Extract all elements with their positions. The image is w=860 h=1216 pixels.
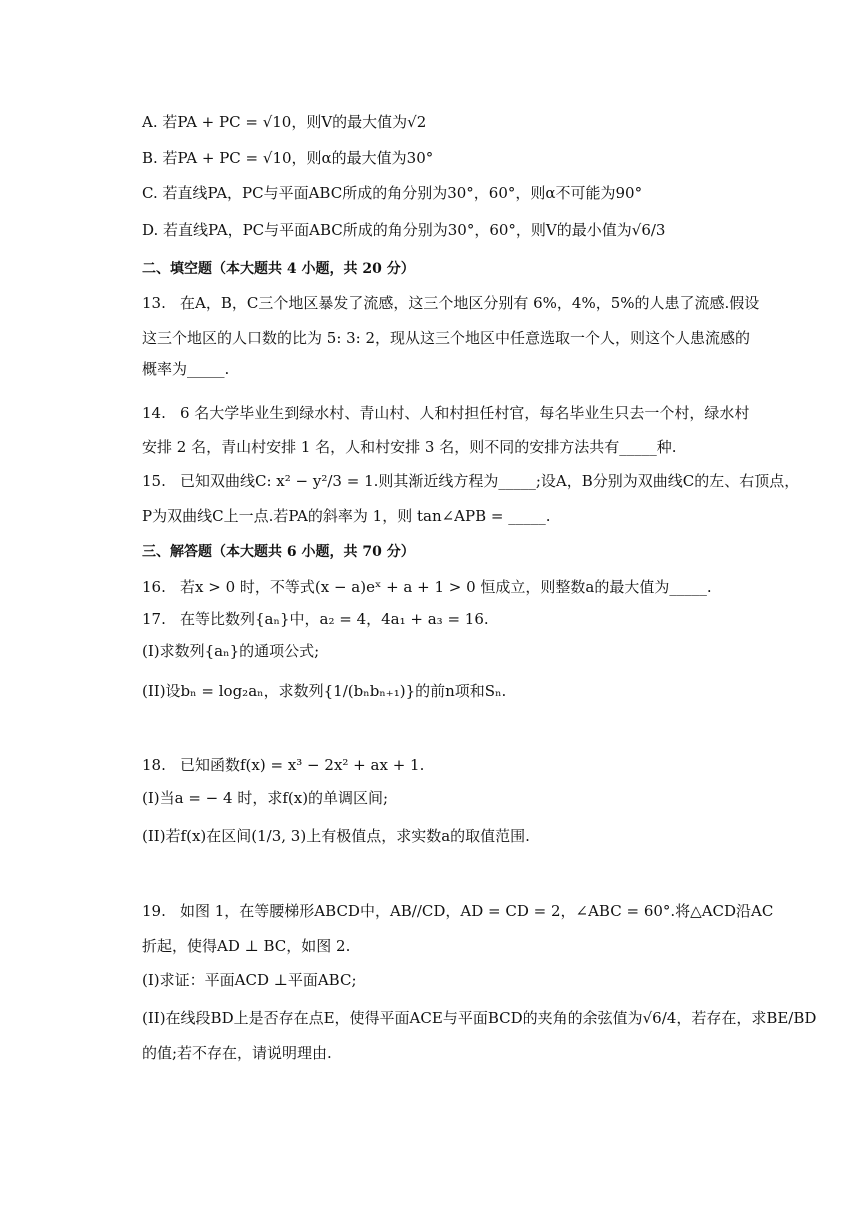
- question-text: 在A，B，C三个地区暴发了流感，这三个地区分别有 6%，4%，5%的人患了流感.假设: [180, 294, 760, 312]
- question-13-line-3: 概率为_____.: [142, 360, 230, 378]
- section-heading-solutions: 三、解答题（本大题共 6 小题，共 70 分）: [142, 544, 415, 560]
- question-17-part-2: (II)设bₙ = log₂aₙ，求数列{1/(bₙbₙ₊₁)}的前n项和Sₙ.: [142, 682, 507, 700]
- question-number: 18.: [142, 756, 166, 774]
- question-number: 15.: [142, 472, 166, 490]
- question-13-line-2: 这三个地区的人口数的比为 5: 3: 2，现从这三个地区中任意选取一个人，则这个人患流感的: [142, 329, 751, 347]
- question-19-line-1: [142, 900, 773, 922]
- question-15-line-1: [142, 470, 799, 492]
- question-text: 已知双曲线C: x² − y²/3 = 1.则其渐近线方程为_____;设A，B分别为双曲线C的左、右顶点，: [180, 472, 800, 490]
- question-number: 13.: [142, 294, 166, 312]
- question-19-part-2-continued: 的值;若不存在，请说明理由.: [142, 1044, 332, 1062]
- question-text: 在等比数列{aₙ}中，a₂ = 4，4a₁ + a₃ = 16.: [180, 610, 489, 628]
- question-18-part-1: (I)当a = − 4 时，求f(x)的单调区间;: [142, 789, 389, 807]
- question-text: 已知函数f(x) = x³ − 2x² + ax + 1.: [180, 756, 425, 774]
- option-c: C. 若直线PA，PC与平面ABC所成的角分别为30°，60°，则α不可能为90°: [142, 184, 643, 202]
- question-number: 16.: [142, 578, 166, 596]
- question-17-line-1: [142, 608, 489, 630]
- option-d: D. 若直线PA，PC与平面ABC所成的角分别为30°，60°，则V的最小值为√6/3: [142, 221, 666, 239]
- question-15-line-2: P为双曲线C上一点.若PA的斜率为 1，则 tan∠APB = _____.: [142, 507, 551, 525]
- question-14-line-2: 安排 2 名，青山村安排 1 名，人和村安排 3 名，则不同的安排方法共有_____种.: [142, 438, 677, 456]
- question-text: 6 名大学毕业生到绿水村、青山村、人和村担任村官，每名毕业生只去一个村，绿水村: [180, 404, 750, 422]
- option-b: B. 若PA + PC = √10，则α的最大值为30°: [142, 149, 434, 167]
- question-text: 如图 1，在等腰梯形ABCD中，AB//CD，AD = CD = 2，∠ABC = 60°.将△ACD沿AC: [180, 902, 774, 920]
- option-a: A. 若PA + PC = √10，则V的最大值为√2: [142, 113, 427, 131]
- question-19-part-1: (I)求证：平面ACD ⊥平面ABC;: [142, 971, 357, 989]
- question-17-part-1: (I)求数列{aₙ}的通项公式;: [142, 642, 320, 660]
- question-16-line-1: [142, 576, 712, 598]
- question-18-line-1: [142, 754, 424, 776]
- question-19-line-2: 折起，使得AD ⊥ BC，如图 2.: [142, 937, 351, 955]
- question-number: 19.: [142, 902, 166, 920]
- question-14-line-1: [142, 402, 749, 424]
- question-number: 17.: [142, 610, 166, 628]
- question-19-part-2: (II)在线段BD上是否存在点E，使得平面ACE与平面BCD的夹角的余弦值为√6/4，若存在，求BE/BD: [142, 1009, 817, 1027]
- question-18-part-2: (II)若f(x)在区间(1/3, 3)上有极值点，求实数a的取值范围.: [142, 827, 530, 845]
- question-text: 若x > 0 时，不等式(x − a)eˣ + a + 1 > 0 恒成立，则整数a的最大值为_____.: [180, 578, 712, 596]
- question-number: 14.: [142, 404, 166, 422]
- question-13-line-1: [142, 292, 759, 314]
- section-heading-fill-in: 二、填空题（本大题共 4 小题，共 20 分）: [142, 261, 415, 277]
